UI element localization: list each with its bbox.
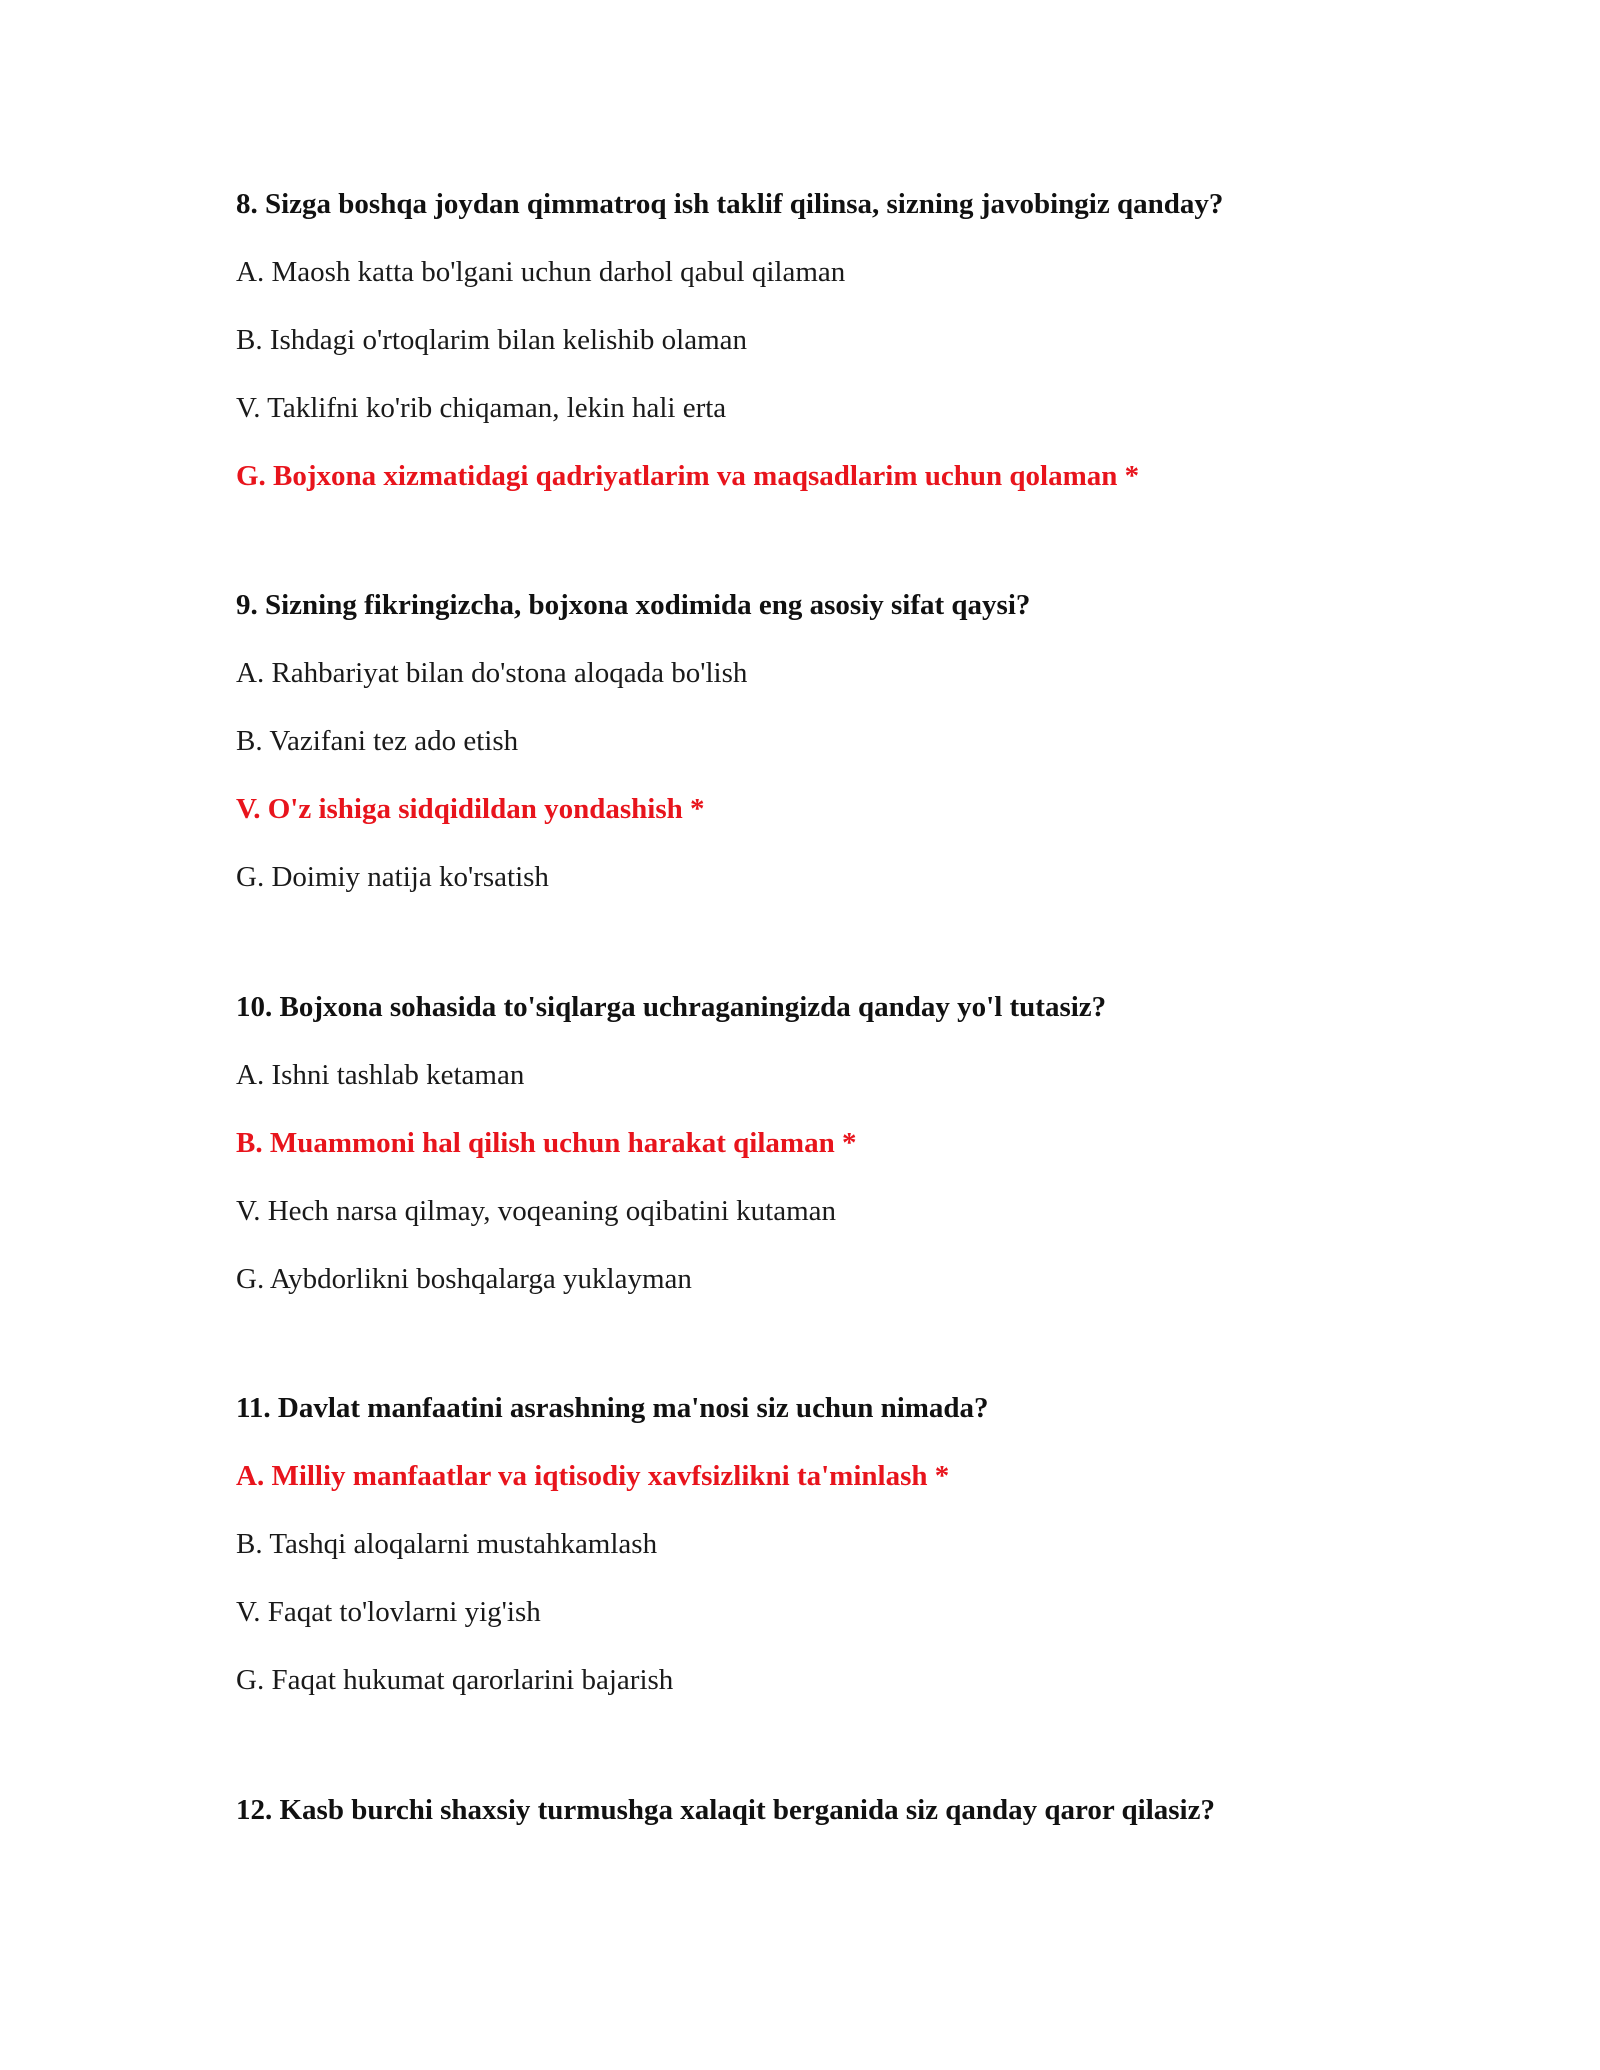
question-block (236, 587, 1436, 895)
correct-answer-option: V. O'z ishiga sidqidildan yondashish * (236, 793, 705, 825)
answer-option: V. Faqat to'lovlarni yig'ish (236, 1596, 541, 1628)
answer-option: A. Ishni tashlab ketaman (236, 1059, 525, 1091)
question-text: 8. Sizga boshqa joydan qimmatroq ish taklif qilinsa, sizning javobingiz qanday? (236, 188, 1224, 220)
answer-option: G. Aybdorlikni boshqalarga yuklayman (236, 1263, 692, 1295)
question-block (236, 1390, 1436, 1698)
answer-option: A. Maosh katta bo'lgani uchun darhol qabul qilaman (236, 256, 846, 288)
answer-option: B. Vazifani tez ado etish (236, 725, 519, 757)
question-text: 11. Davlat manfaatini asrashning ma'nosi siz uchun nimada? (236, 1392, 989, 1424)
answer-option: A. Rahbariyat bilan do'stona aloqada bo'lish (236, 657, 748, 689)
question-text: 9. Sizning fikringizcha, bojxona xodimida eng asosiy sifat qaysi? (236, 589, 1031, 621)
question-text: 10. Bojxona sohasida to'siqlarga uchraganingizda qanday yo'l tutasiz? (236, 991, 1107, 1023)
answer-option: G. Doimiy natija ko'rsatish (236, 861, 549, 893)
question-block (236, 186, 1436, 494)
question-block (236, 1792, 1436, 1828)
answer-option: B. Tashqi aloqalarni mustahkamlash (236, 1528, 658, 1560)
correct-answer-option: G. Bojxona xizmatidagi qadriyatlarim va maqsadlarim uchun qolaman * (236, 460, 1140, 492)
answer-option: G. Faqat hukumat qarorlarini bajarish (236, 1664, 674, 1696)
correct-answer-option: B. Muammoni hal qilish uchun harakat qilaman * (236, 1127, 857, 1159)
answer-option: V. Hech narsa qilmay, voqeaning oqibatini kutaman (236, 1195, 836, 1227)
question-text: 12. Kasb burchi shaxsiy turmushga xalaqit berganida siz qanday qaror qilasiz? (236, 1794, 1215, 1826)
answer-option: V. Taklifni ko'rib chiqaman, lekin hali erta (236, 392, 727, 424)
correct-answer-option: A. Milliy manfaatlar va iqtisodiy xavfsizlikni ta'minlash * (236, 1460, 950, 1492)
question-block (236, 989, 1436, 1297)
answer-option: B. Ishdagi o'rtoqlarim bilan kelishib olaman (236, 324, 748, 356)
